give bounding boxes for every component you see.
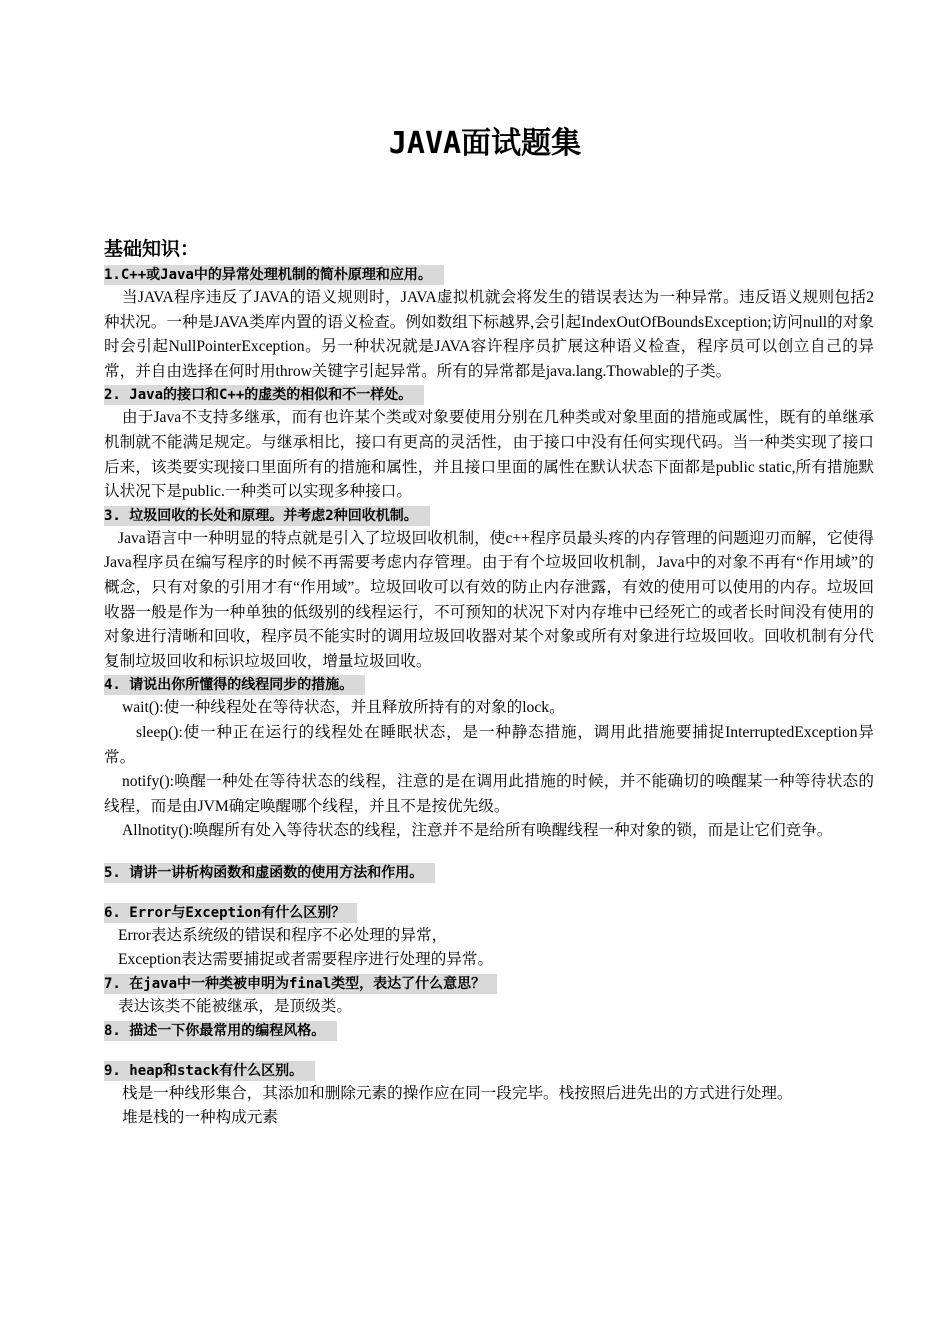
question-2	[104, 384, 874, 406]
answer-paragraph: 当JAVA程序违反了JAVA的语义规则时，JAVA虚拟机就会将发生的错误表达为一种异常。违反语义规则包括2种状况。一种是JAVA类库内置的语义检查。例如数组下标越界,会引起IndexOutOfBoundsException;访问null的对象时会引起NullPointerException。另一种状况就是JAVA容许程序员扩展这种语义检查，程序员可以创立自己的异常，并自由选择在何时用throw关键字引起异常。所有的异常都是java.lang.Thowable的子类。	[104, 289, 874, 380]
question-6	[104, 902, 874, 924]
question-label: 7. 在java中一种类被申明为final类型，表达了什么意思？	[104, 974, 497, 994]
spacer	[104, 844, 874, 862]
answer-paragraph: sleep():使一种正在运行的线程处在睡眠状态，是一种静态措施，调用此措施要捕捉InterruptedException异常。	[104, 723, 874, 766]
question-3	[104, 505, 874, 527]
question-5	[104, 862, 874, 884]
question-8	[104, 1020, 874, 1042]
question-label: 8. 描述一下你最常用的编程风格。	[104, 1021, 337, 1041]
question-label: 3. 垃圾回收的长处和原理。并考虑2种回收机制。	[104, 506, 430, 526]
answer-paragraph: wait():使一种线程处在等待状态，并且释放所持有的对象的lock。	[122, 699, 565, 717]
document-title: JAVA面试题集	[388, 126, 582, 161]
question-4	[104, 674, 874, 696]
answer-paragraph: Allnotity():唤醒所有处入等待状态的线程，注意并不是给所有唤醒线程一种对象的锁，而是让它们竞争。	[122, 822, 833, 840]
question-1	[104, 264, 874, 286]
answer-paragraph: Exception表达需要捕捉或者需要程序进行处理的异常。	[118, 951, 494, 969]
answer-paragraph: 由于Java不支持多继承，而有也许某个类或对象要使用分别在几种类或对象里面的措施或属性，既有的单继承机制就不能满足规定。与继承相比，接口有更高的灵活性，由于接口中没有任何实现代码。当一种类实现了接口后来，该类要实现接口里面所有的措施和属性，并且接口里面的属性在默认状态下面都是public static,所有措施默认状况下是public.一种类可以实现多种接口。	[104, 409, 874, 501]
question-label: 4. 请说出你所懂得的线程同步的措施。	[104, 675, 365, 695]
answer-paragraph: Java语言中一种明显的特点就是引入了垃圾回收机制，使c++程序员最头疼的内存管理的问题迎刃而解，它使得Java程序员在编写程序的时候不再需要考虑内存管理。由于有个垃圾回收机制，Java中的对象不再有“作用域”的概念，只有对象的引用才有“作用域”。垃圾回收可以有效的防止内存泄露，有效的使用可以使用的内存。垃圾回收器一般是作为一种单独的低级别的线程运行，不可预知的状况下对内存堆中已经死亡的或者长时间没有使用的对象进行清晰和回收，程序员不能实时的调用垃圾回收器对某个对象或所有对象进行垃圾回收。回收机制有分代复制垃圾回收和标识垃圾回收，增量垃圾回收。	[104, 529, 874, 670]
answer-paragraph: Error表达系统级的错误和程序不必处理的异常，	[118, 926, 448, 944]
question-label: 5. 请讲一讲析构函数和虚函数的使用方法和作用。	[104, 863, 435, 883]
question-label: 2. Java的接口和C++的虚类的相似和不一样处。	[104, 385, 424, 405]
spacer	[104, 1042, 874, 1060]
question-label: 6. Error与Exception有什么区别？	[104, 903, 357, 923]
question-9	[104, 1060, 874, 1082]
question-7	[104, 973, 874, 995]
answer-paragraph: 栈是一种线形集合，其添加和删除元素的操作应在同一段完毕。栈按照后进先出的方式进行处理。	[122, 1084, 793, 1102]
answer-paragraph: 表达该类不能被继承，是顶级类。	[118, 998, 352, 1016]
spacer	[104, 884, 874, 902]
answer-paragraph: notify():唤醒一种处在等待状态的线程，注意的是在调用此措施的时候，并不能确切的唤醒某一种等待状态的线程，而是由JVM确定唤醒哪个线程，并且不是按优先级。	[104, 773, 874, 815]
question-label: 1.C++或Java中的异常处理机制的简朴原理和应用。	[104, 265, 444, 285]
section-heading: 基础知识：	[104, 238, 200, 260]
answer-paragraph: 堆是栈的一种构成元素	[122, 1109, 278, 1127]
document-body	[104, 236, 874, 1131]
question-label: 9. heap和stack有什么区别。	[104, 1061, 315, 1081]
